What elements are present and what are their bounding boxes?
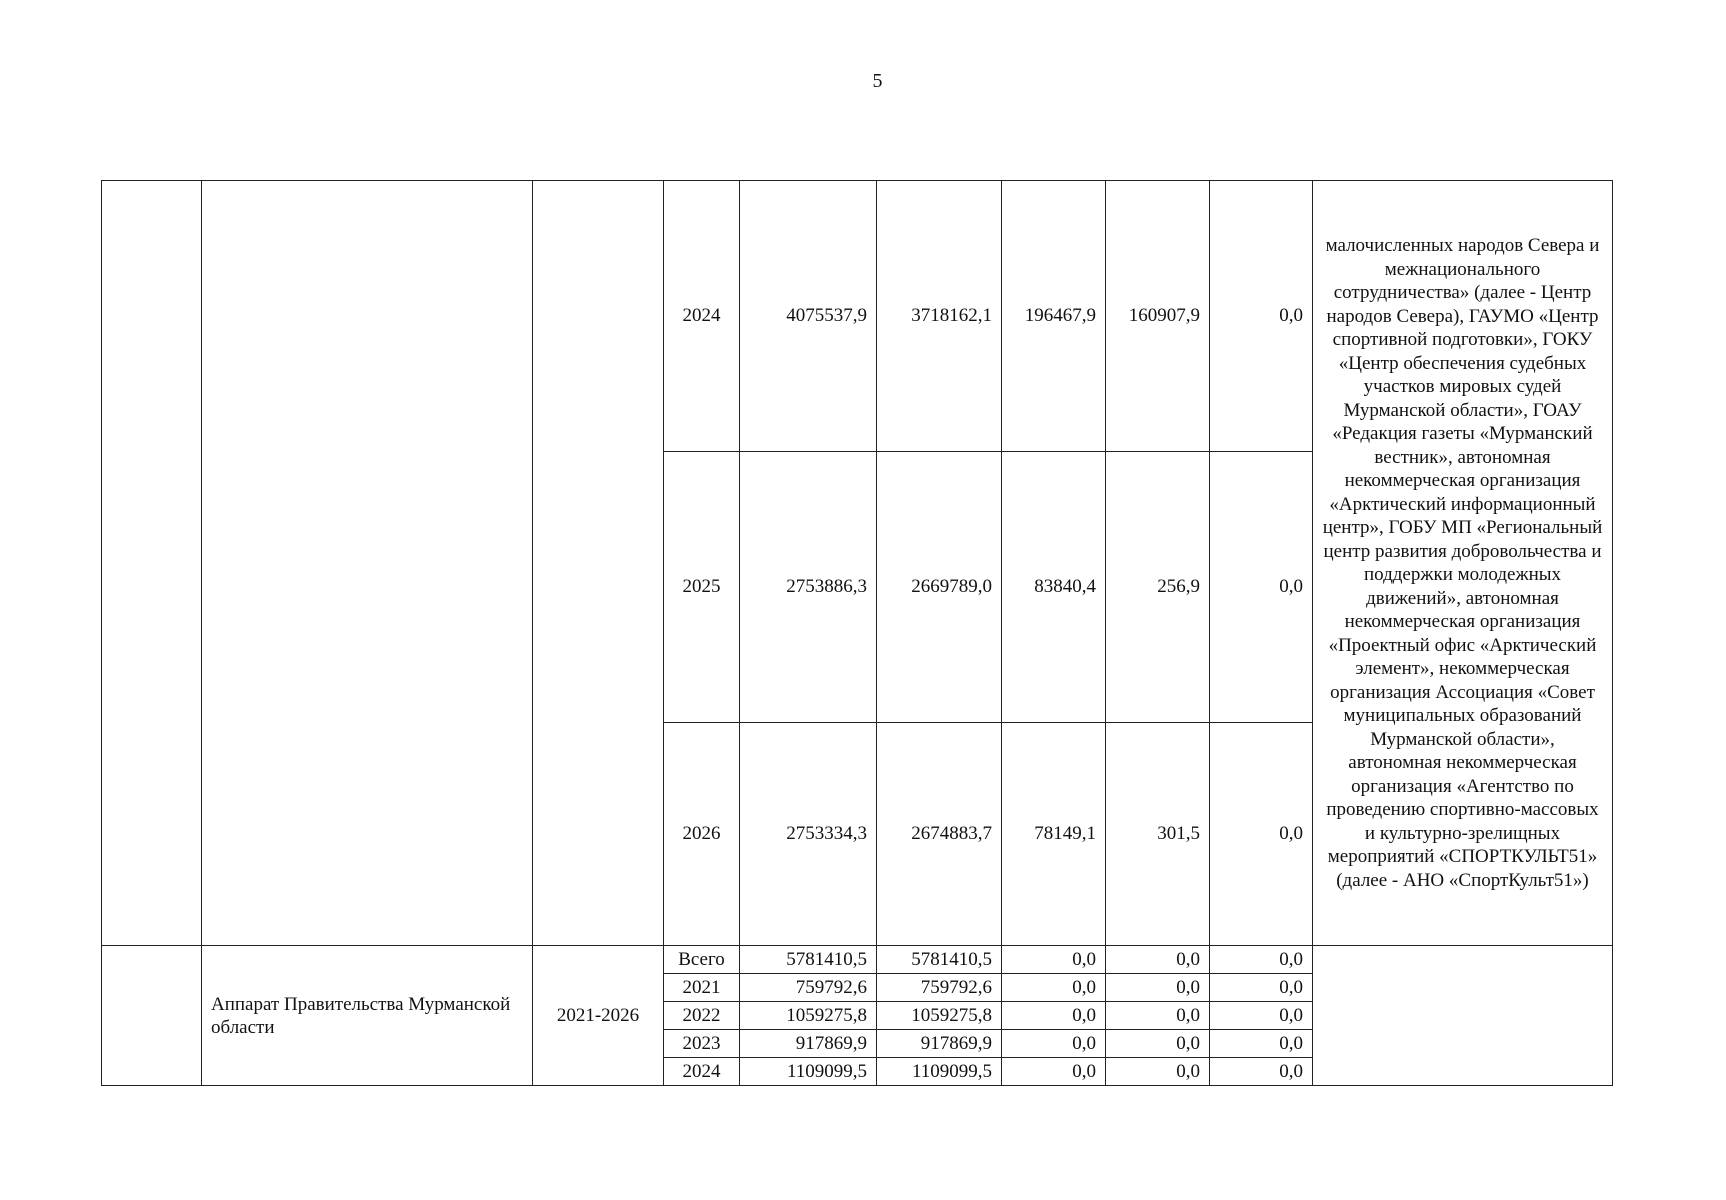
federal-budget-cell: 196467,9 [1002, 181, 1106, 452]
local-budget-cell: 0,0 [1106, 1030, 1210, 1058]
total-cell: 5781410,5 [740, 946, 877, 974]
regional-budget-cell: 759792,6 [877, 974, 1002, 1002]
federal-budget-cell: 0,0 [1002, 1058, 1106, 1086]
year-cell: 2026 [664, 723, 740, 946]
period-cell [533, 181, 664, 946]
local-budget-cell: 160907,9 [1106, 181, 1210, 452]
row-number-cell [102, 946, 202, 1086]
local-budget-cell: 0,0 [1106, 1002, 1210, 1030]
measure-name-cell [202, 181, 533, 946]
local-budget-cell: 0,0 [1106, 1058, 1210, 1086]
table-row [102, 181, 1613, 452]
table-row [102, 946, 1613, 974]
local-budget-cell: 0,0 [1106, 946, 1210, 974]
federal-budget-cell: 0,0 [1002, 1030, 1106, 1058]
regional-budget-cell: 2674883,7 [877, 723, 1002, 946]
other-sources-cell: 0,0 [1210, 181, 1313, 452]
year-cell: 2025 [664, 452, 740, 723]
total-cell: 1109099,5 [740, 1058, 877, 1086]
other-sources-cell: 0,0 [1210, 946, 1313, 974]
local-budget-cell: 301,5 [1106, 723, 1210, 946]
federal-budget-cell: 0,0 [1002, 974, 1106, 1002]
total-cell: 2753334,3 [740, 723, 877, 946]
total-cell: 1059275,8 [740, 1002, 877, 1030]
regional-budget-cell: 3718162,1 [877, 181, 1002, 452]
regional-budget-cell: 1059275,8 [877, 1002, 1002, 1030]
year-cell: Всего [664, 946, 740, 974]
other-sources-cell: 0,0 [1210, 1030, 1313, 1058]
total-cell: 2753886,3 [740, 452, 877, 723]
other-sources-cell: 0,0 [1210, 452, 1313, 723]
other-sources-cell: 0,0 [1210, 723, 1313, 946]
total-cell: 759792,6 [740, 974, 877, 1002]
budget-table [101, 180, 1613, 1086]
year-cell: 2021 [664, 974, 740, 1002]
year-cell: 2024 [664, 181, 740, 452]
executors-cell: малочисленных народов Севера и межнационального сотрудничества» (далее - Центр народов Севера), ГАУМО «Центр спортивной подготовки», ГОКУ «Центр обеспечения судебных участков мировых судей Мурманской области», ГОАУ «Редакция газеты «Мурманский вестник», автономная некоммерческая организация «Арктический информационный центр», ГОБУ МП «Региональный центр развития добровольчества и поддержки молодежных движений», автономная некоммерческая организация «Проектный офис «Арктический элемент», некоммерческая организация Ассоциация «Совет муниципальных образований Мурманской области», автономная некоммерческая организация «Агентство по проведению спортивно-массовых и культурно-зрелищных мероприятий «СПОРТКУЛЬТ51» (далее - АНО «СпортКульт51») [1313, 181, 1613, 946]
federal-budget-cell: 78149,1 [1002, 723, 1106, 946]
local-budget-cell: 0,0 [1106, 974, 1210, 1002]
federal-budget-cell: 83840,4 [1002, 452, 1106, 723]
regional-budget-cell: 2669789,0 [877, 452, 1002, 723]
local-budget-cell: 256,9 [1106, 452, 1210, 723]
federal-budget-cell: 0,0 [1002, 946, 1106, 974]
period-cell: 2021-2026 [533, 946, 664, 1086]
other-sources-cell: 0,0 [1210, 1002, 1313, 1030]
year-cell: 2022 [664, 1002, 740, 1030]
executors-cell [1313, 946, 1613, 1086]
total-cell: 917869,9 [740, 1030, 877, 1058]
page-number: 5 [872, 70, 883, 92]
federal-budget-cell: 0,0 [1002, 1002, 1106, 1030]
row-number-cell [102, 181, 202, 946]
regional-budget-cell: 1109099,5 [877, 1058, 1002, 1086]
total-cell: 4075537,9 [740, 181, 877, 452]
year-cell: 2023 [664, 1030, 740, 1058]
regional-budget-cell: 917869,9 [877, 1030, 1002, 1058]
regional-budget-cell: 5781410,5 [877, 946, 1002, 974]
year-cell: 2024 [664, 1058, 740, 1086]
other-sources-cell: 0,0 [1210, 974, 1313, 1002]
organization-cell: Аппарат Правительства Мурманской области [202, 946, 533, 1086]
other-sources-cell: 0,0 [1210, 1058, 1313, 1086]
